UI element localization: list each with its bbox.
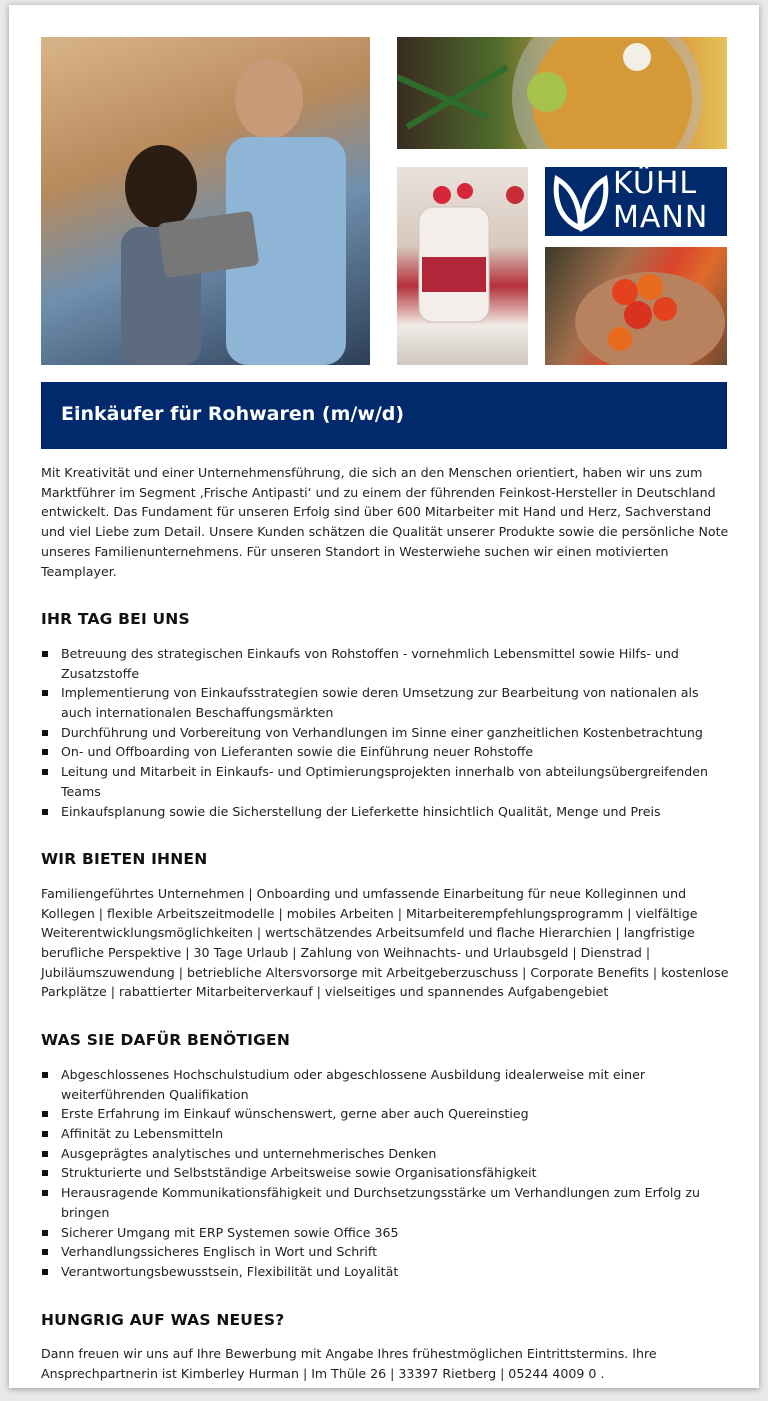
intro-paragraph: Mit Kreativität und einer Unternehmensführung, die sich an den Menschen orientiert, haben wir uns zum Marktführer im Segment ‚Frische Antipasti‘ und zu einem der führenden Feinkost-Hersteller in Deutschland entwickelt. Das Fundament für unseren Erfolg sind über 600 Mitarbeiter mit Hand und Herz, Sachverstand und viel Liebe zum Detail. Unsere Kunden schätzen die Qualität unserer Produkte sowie die persönliche Note unseres Familienunternehmens. Für unseren Standort in Westerwiehe suchen wir einen motivierten Teamplayer. [41, 465, 729, 579]
tomato-photo-illustration [545, 247, 727, 365]
requirements-list [41, 1065, 731, 1282]
list-item: Durchführung und Vorbereitung von Verhandlungen im Sinne einer ganzheitlichen Kostenbetrachtung [41, 723, 731, 743]
list-item: Einkaufsplanung sowie die Sicherstellung der Lieferkette hinsichtlich Qualität, Menge und Preis [41, 802, 731, 822]
dessert-jar-photo [397, 167, 528, 365]
jar-photo-illustration [397, 167, 528, 365]
list-item: Herausragende Kommunikationsfähigkeit und Durchsetzungsstärke um Verhandlungen zum Erfolg zu bringen [41, 1183, 731, 1222]
leaf-logo-icon [549, 167, 613, 236]
list-item: Implementierung von Einkaufsstrategien sowie deren Umsetzung zur Bearbeitung von nationalen als auch internationalen Beschaffungsmärkten [41, 683, 731, 722]
tasks-list [41, 644, 731, 821]
team-photo-illustration [41, 37, 370, 365]
kuehlmann-logo [545, 167, 727, 236]
job-ad-page [9, 5, 759, 1388]
list-item: Verhandlungssicheres Englisch in Wort und Schrift [41, 1242, 731, 1262]
list-item: Affinität zu Lebensmitteln [41, 1124, 731, 1144]
list-item: Abgeschlossenes Hochschulstudium oder abgeschlossene Ausbildung idealerweise mit einer weiterführenden Qualifikation [41, 1065, 731, 1104]
benefits-paragraph: Familiengeführtes Unternehmen | Onboarding und umfassende Einarbeitung für neue Kolleginnen und Kollegen | flexible Arbeitszeitmodelle | mobiles Arbeiten | Mitarbeiterempfehlungsprogramm | vielfältige Weiterentwicklungsmöglichkeiten | wertschätzendes Arbeitsumfeld und flache Hierarchien | langfristige berufliche Perspektive | 30 Tage Urlaub | Zahlung von Weihnachts- und Urlaubsgeld | Dienstrad | Jubiläumszuwendung | betriebliche Altersvorsorge mit Arbeitgeberzuschuss | Corporate Benefits | kostenlose Parkplätze | rabattierter Mitarbeiterverkauf | vielseitiges und spannendes Aufgabengebiet [41, 885, 729, 1000]
logo-line-2: MANN [613, 200, 709, 235]
job-title-bar [41, 382, 727, 449]
logo-wordmark [613, 167, 727, 235]
team-with-tablet-photo [41, 37, 370, 365]
contact-paragraph: Dann freuen wir uns auf Ihre Bewerbung mit Angabe Ihres frühestmöglichen Eintrittstermins. Ihre Ansprechpartnerin ist Kimberley Hurman | Im Thüle 26 | 33397 Rietberg | 05244 4009 0 . [41, 1346, 657, 1382]
cherry-tomatoes-photo [545, 247, 727, 365]
list-item: On- und Offboarding von Lieferanten sowie die Einführung neuer Rohstoffe [41, 742, 731, 762]
section-heading-hungry: HUNGRIG AUF WAS NEUES? [41, 1310, 285, 1329]
logo-line-1: KÜHL [613, 166, 698, 201]
list-item: Ausgeprägtes analytisches und unternehmerisches Denken [41, 1144, 731, 1164]
job-ad-content [41, 463, 731, 1384]
section-heading-we-offer: WIR BIETEN IHNEN [41, 850, 208, 869]
list-item: Erste Erfahrung im Einkauf wünschenswert, gerne aber auch Quereinstieg [41, 1104, 731, 1124]
list-item: Sicherer Umgang mit ERP Systemen sowie Office 365 [41, 1223, 731, 1243]
job-title: Einkäufer für Rohwaren (m/w/d) [61, 403, 405, 425]
list-item: Strukturierte und Selbstständige Arbeitsweise sowie Organisationsfähigkeit [41, 1163, 731, 1183]
salad-bowl-photo [397, 37, 727, 149]
section-heading-requirements: WAS SIE DAFÜR BENÖTIGEN [41, 1031, 291, 1050]
salad-photo-illustration [397, 37, 727, 149]
list-item: Verantwortungsbewusstsein, Flexibilität und Loyalität [41, 1262, 731, 1282]
list-item: Betreuung des strategischen Einkaufs von Rohstoffen - vornehmlich Lebensmittel sowie Hilfs- und Zusatzstoffe [41, 644, 731, 683]
list-item: Leitung und Mitarbeit in Einkaufs- und Optimierungsprojekten innerhalb von abteilungsübergreifenden Teams [41, 762, 731, 801]
section-heading-your-day: IHR TAG BEI UNS [41, 610, 190, 629]
